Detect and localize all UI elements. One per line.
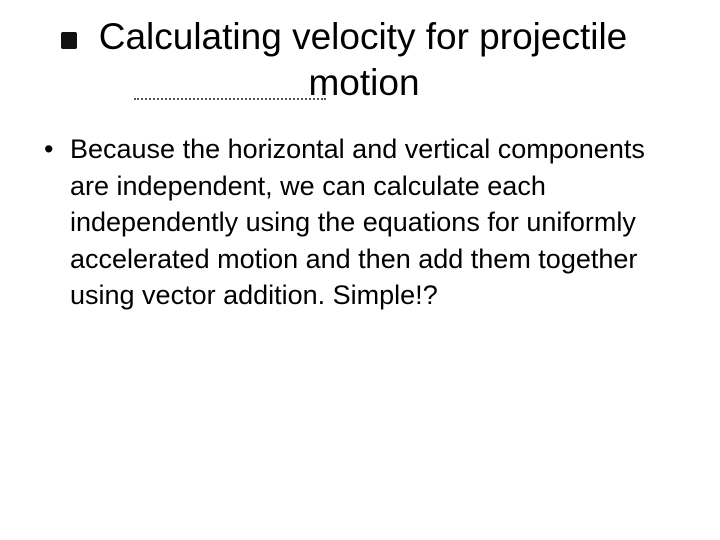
bullet-icon: •	[44, 134, 54, 164]
slide-title	[0, 14, 720, 106]
bullet-list	[44, 131, 684, 314]
slide-title-line-2: motion	[308, 62, 420, 103]
bullet-item	[44, 131, 684, 314]
bullet-text: Because the horizontal and vertical components are independent, we can calculate each independently using the equations for uniformly accelerated motion and then add them together using vector addition. Simple!?	[70, 134, 645, 310]
slide-title-line-1: Calculating velocity for projectile	[98, 16, 628, 57]
title-dotted-leader	[134, 98, 326, 100]
title-marker-square	[61, 32, 77, 49]
